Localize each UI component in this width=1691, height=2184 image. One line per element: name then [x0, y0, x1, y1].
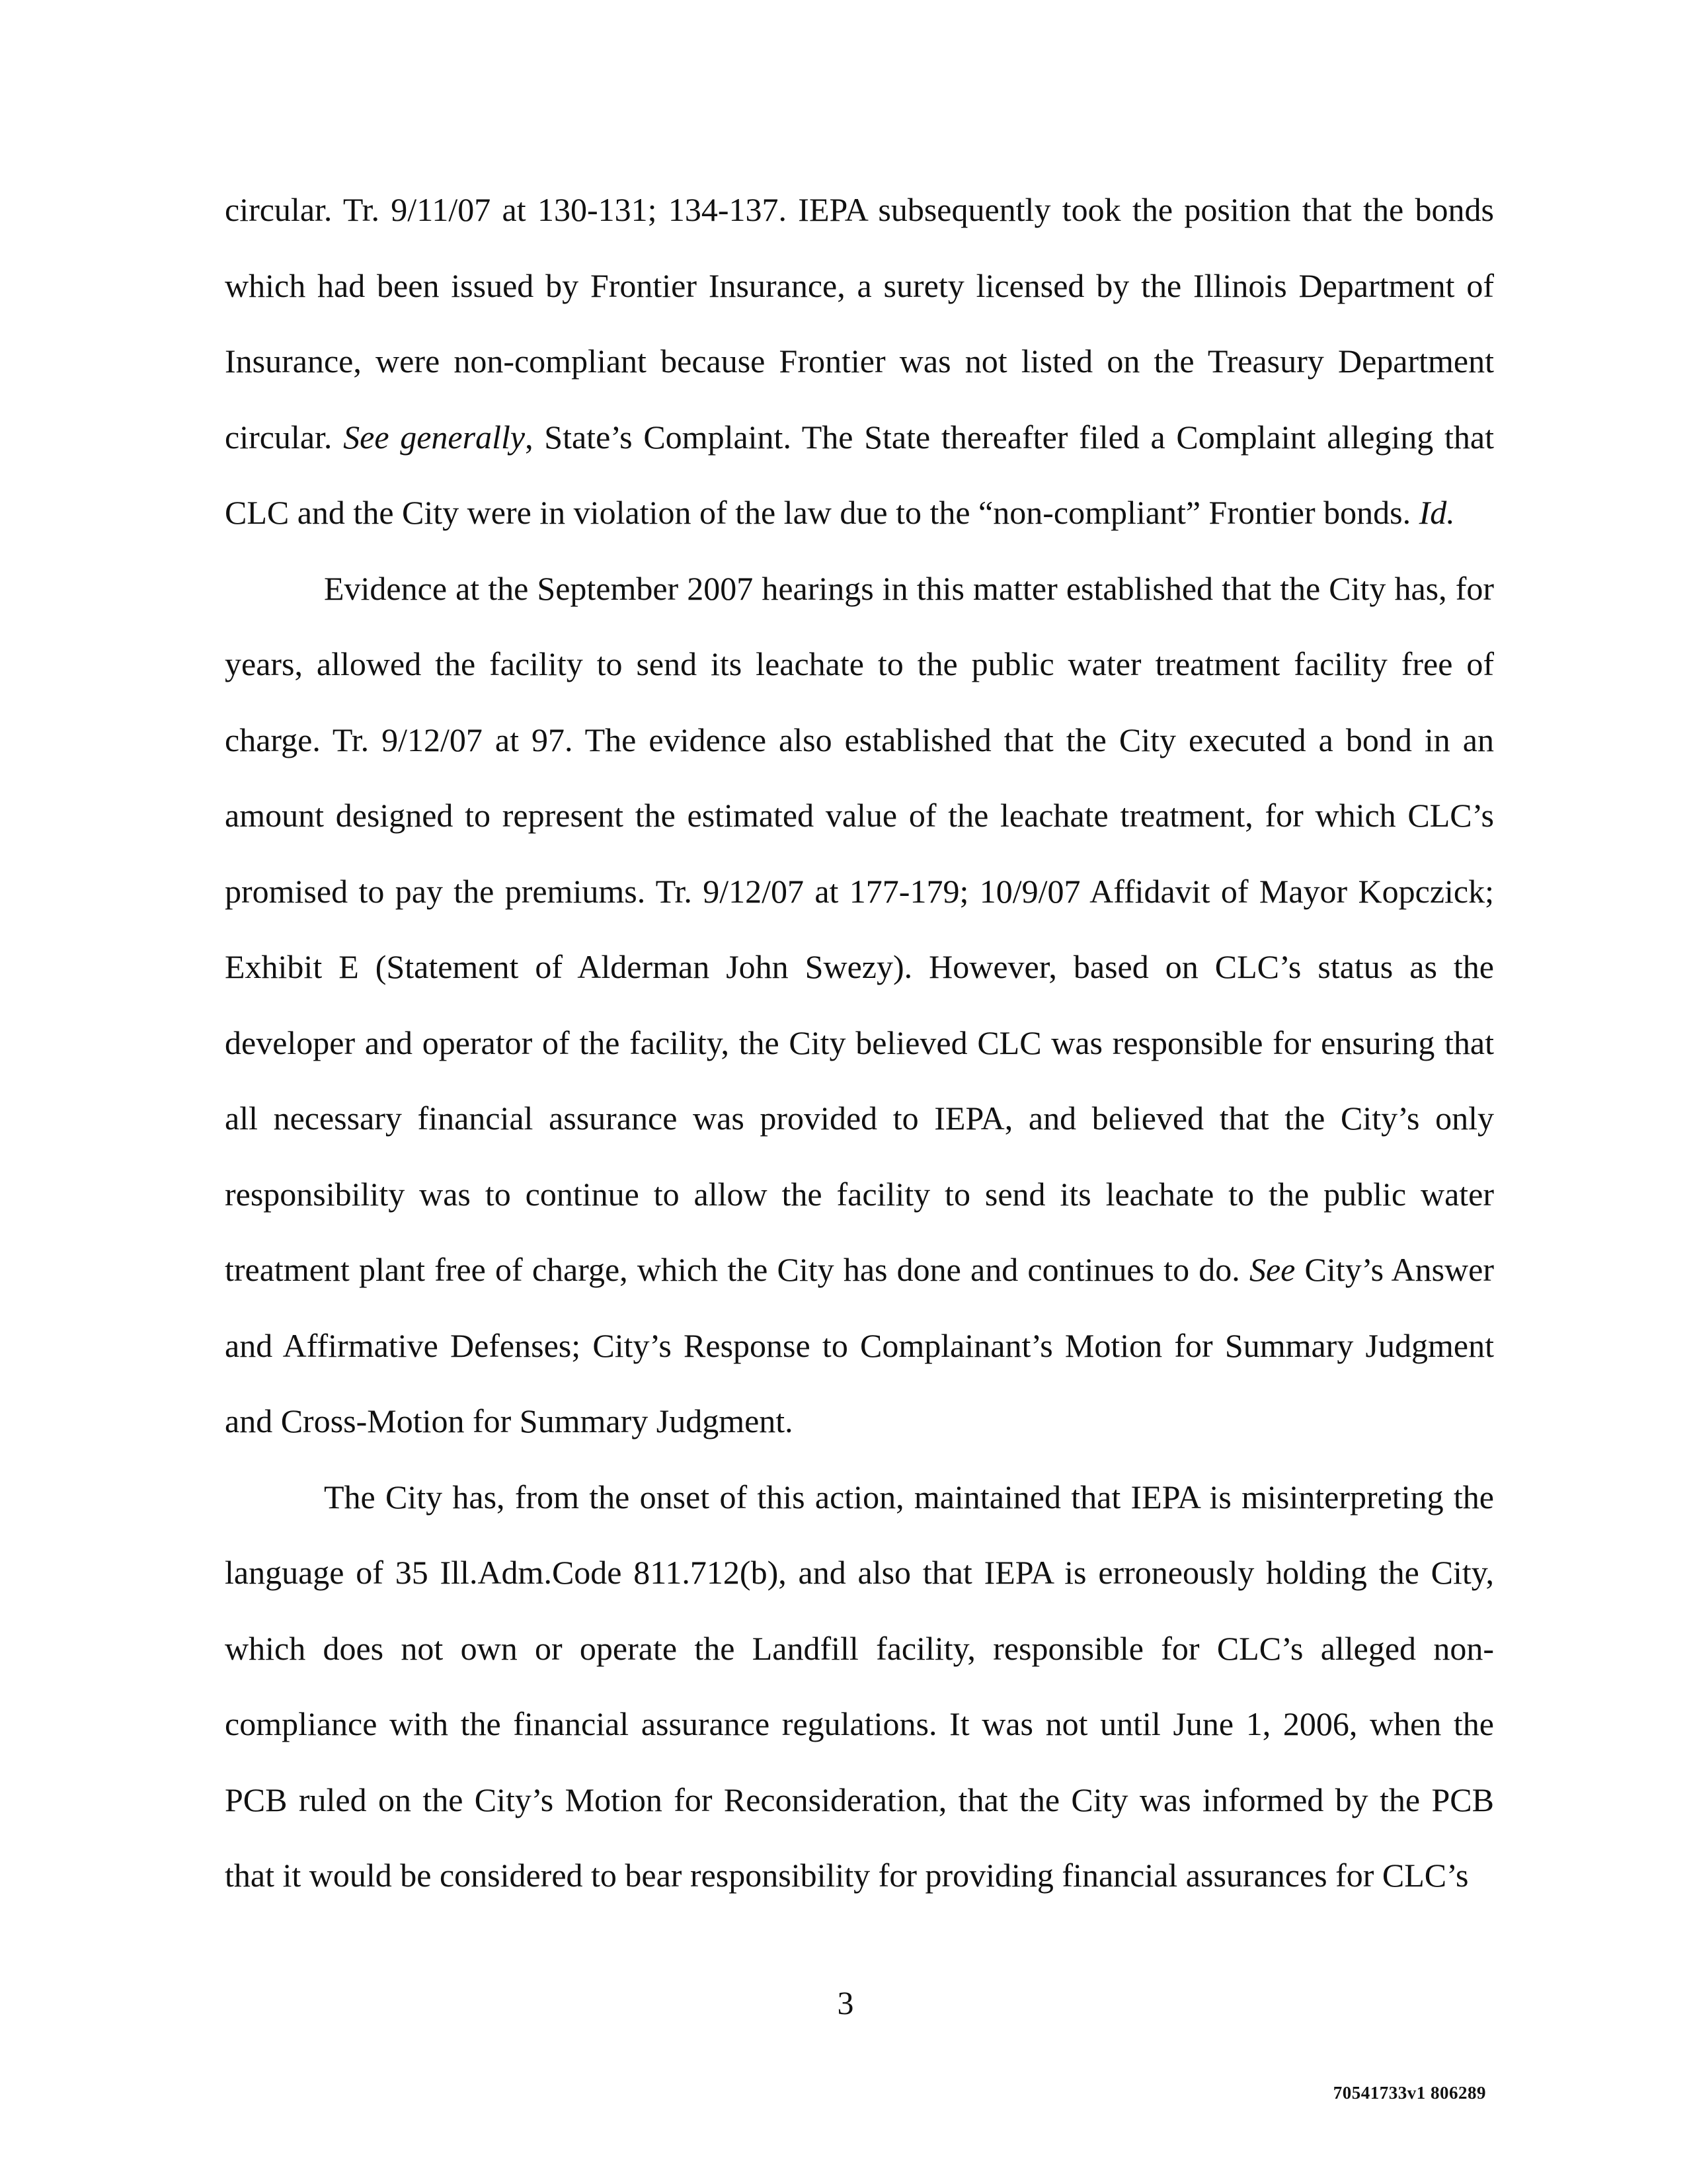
p1-citation-see-generally: See generally	[343, 418, 526, 456]
paragraph-3	[225, 1459, 1494, 1914]
p2-text: Evidence at the September 2007 hearings in this matter established that the City has, for years, allowed the facility to send its leachate to the public water treatment facility free of charge. Tr. 9/12/07 at 97. The evidence also established that the City executed a bond in an amount designed to represent the estimated value of the leachate treatment, for which CLC’s promised to pay the premiums. Tr. 9/12/07 at 177-179; 10/9/07 Affidavit of Mayor Kopczick; Exhibit E (Statement of Alderman John Swezy). However, based on CLC’s status as the developer and operator of the facility, the City believed CLC was responsible for ensuring that all necessary financial assurance was provided to IEPA, and believed that the City’s only responsibility was to continue to allow the facility to send its leachate to the public water treatment plant free of charge, which the City has done and continues to do.	[225, 569, 1494, 1288]
paragraph-2	[225, 551, 1494, 1459]
document-id: 70541733v1 806289	[1333, 2083, 1486, 2103]
document-body	[225, 172, 1494, 1914]
page-number: 3	[837, 1984, 854, 2021]
p2-citation-see: See	[1249, 1251, 1296, 1288]
p2-text-cont: City’s Answer and Affirmative Defenses; City’s Response to Complainant’s Motion for Summary Judgment and Cross-Motion for Summary Judgment.	[225, 1251, 1494, 1439]
p3-text: The City has, from the onset of this action, maintained that IEPA is misinterpreting the language of 35 Ill.Adm.Code 811.712(b), and also that IEPA is erroneously holding the City, which does not own or operate the Landfill facility, responsible for CLC’s alleged non-compliance with the financial assurance regulations. It was not until June 1, 2006, when the PCB ruled on the City’s Motion for Reconsideration, that the City was informed by the PCB that it would be considered to bear responsibility for providing financial assurances for CLC’s	[225, 1478, 1494, 1894]
p1-text: circular. Tr. 9/11/07 at 130-131; 134-137. IEPA subsequently took the position that the bonds which had been issued by Frontier Insurance, a surety licensed by the Illinois Department of Insurance, were non-compliant because Frontier was not listed on the Treasury Department circular.	[225, 191, 1494, 456]
paragraph-1	[225, 172, 1494, 551]
p1-text-cont: , State’s Complaint. The State thereafter filed a Complaint alleging that CLC and the City were in violation of the law due to the “non-compliant” Frontier bonds.	[225, 418, 1494, 531]
p1-citation-id: Id.	[1419, 494, 1455, 531]
